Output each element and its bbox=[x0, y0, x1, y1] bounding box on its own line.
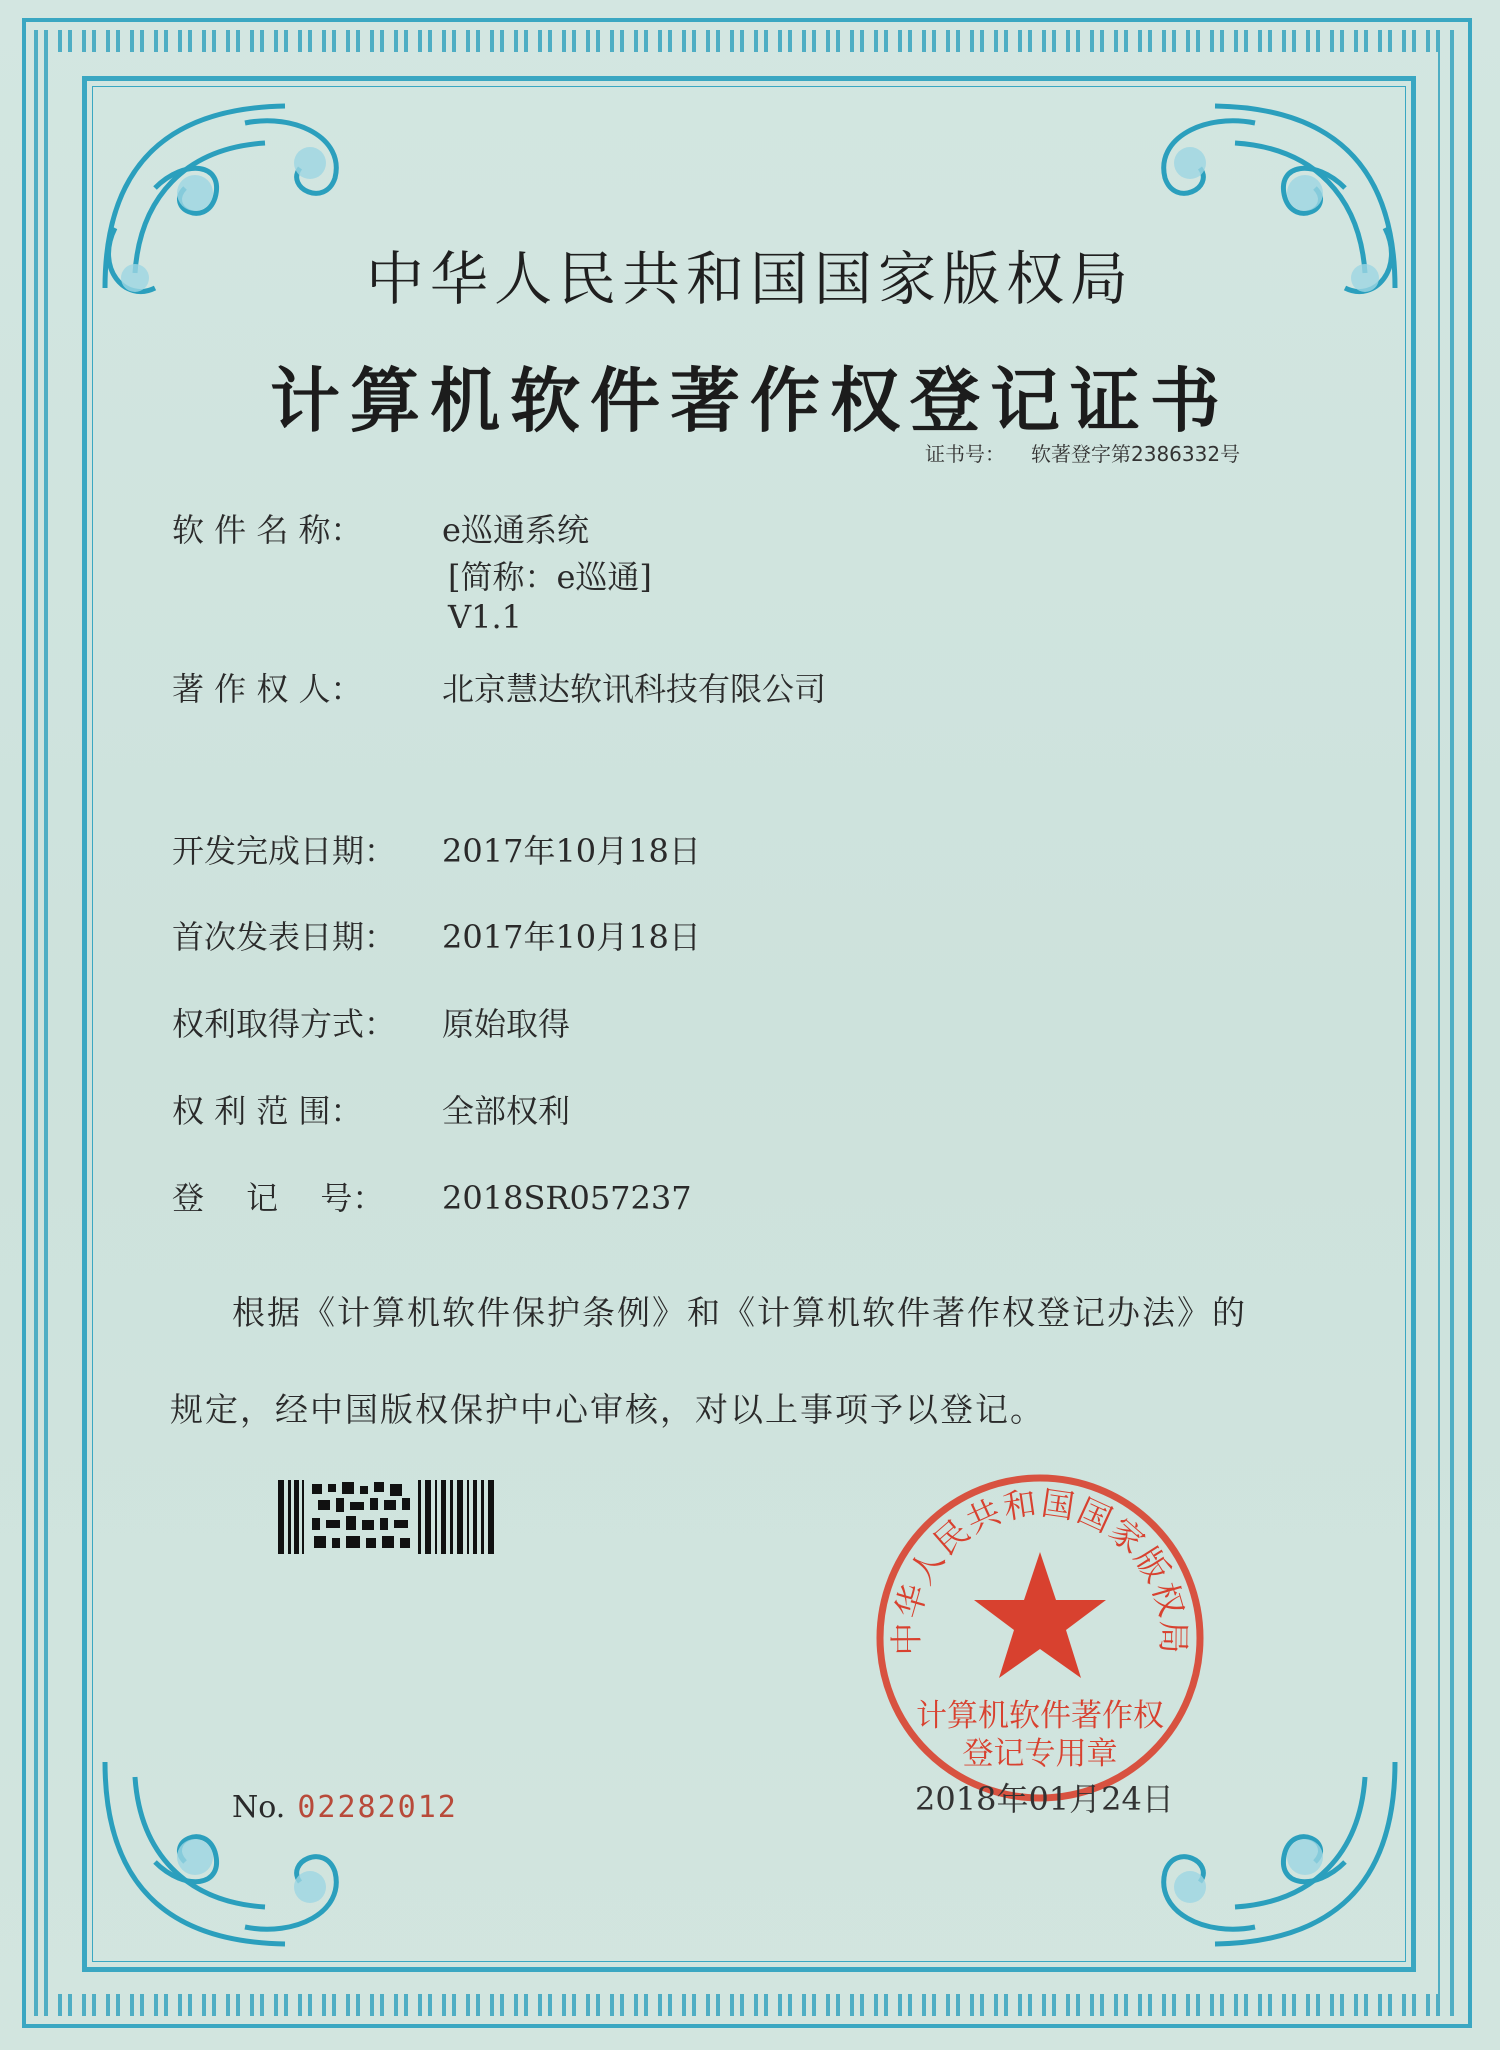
certificate-number-value: 软著登字第2386332号 bbox=[1031, 442, 1241, 466]
certificate-title: 计算机软件著作权登记证书 bbox=[270, 360, 1230, 442]
field-value: 2017年10月18日 bbox=[442, 832, 701, 870]
field-software-name bbox=[172, 505, 589, 551]
statement-line-1: 根据《计算机软件保护条例》和《计算机软件著作权登记办法》的 bbox=[232, 1293, 1247, 1332]
barcode-icon bbox=[278, 1480, 496, 1554]
official-seal bbox=[870, 1468, 1210, 1808]
field-first-publish-date bbox=[172, 912, 701, 958]
field-value: 原始取得 bbox=[442, 1005, 571, 1043]
field-label: 开发完成日期： bbox=[172, 832, 397, 870]
statement-line-2: 规定，经中国版权保护中心审核，对以上事项予以登记。 bbox=[170, 1390, 1045, 1429]
field-rights-scope bbox=[172, 1086, 570, 1132]
field-value: 2018SR057237 bbox=[442, 1179, 692, 1217]
issue-date: 2018年01月24日 bbox=[915, 1780, 1174, 1818]
issuer-title: 中华人民共和国国家版权局 bbox=[365, 245, 1134, 313]
field-label: 软 件 名 称： bbox=[172, 511, 363, 549]
field-value: e巡通系统 bbox=[442, 511, 589, 549]
field-acquisition-method bbox=[172, 999, 570, 1045]
serial-label: No. bbox=[232, 1790, 286, 1825]
field-label: 权利取得方式： bbox=[172, 1005, 397, 1043]
certificate-number bbox=[925, 438, 1266, 467]
seal-ring-text: 中华人民共和国国家版权局 bbox=[886, 1483, 1194, 1656]
corner-ornament-icon bbox=[95, 1732, 395, 1962]
field-value: 2017年10月18日 bbox=[442, 918, 701, 956]
field-value: 全部权利 bbox=[442, 1092, 571, 1130]
field-label: 登 记 号： bbox=[172, 1179, 385, 1217]
seal-star-icon bbox=[974, 1552, 1106, 1678]
field-label: 权 利 范 围： bbox=[172, 1092, 363, 1130]
seal-line-1: 计算机软件著作权 bbox=[916, 1698, 1164, 1734]
certificate-number-label: 证书号： bbox=[925, 442, 1005, 466]
software-short-name: [简称：e巡通] bbox=[448, 558, 652, 596]
field-value: 北京慧达软讯科技有限公司 bbox=[442, 670, 827, 708]
field-label: 首次发表日期： bbox=[172, 918, 397, 956]
serial-number bbox=[232, 1790, 458, 1825]
field-registration-no bbox=[172, 1173, 692, 1219]
software-version: V1.1 bbox=[448, 598, 522, 636]
field-completion-date bbox=[172, 826, 701, 872]
serial-value: 02282012 bbox=[297, 1790, 458, 1825]
field-label: 著 作 权 人： bbox=[172, 670, 363, 708]
seal-line-2: 登记专用章 bbox=[962, 1736, 1118, 1772]
field-copyright-owner bbox=[172, 664, 826, 710]
